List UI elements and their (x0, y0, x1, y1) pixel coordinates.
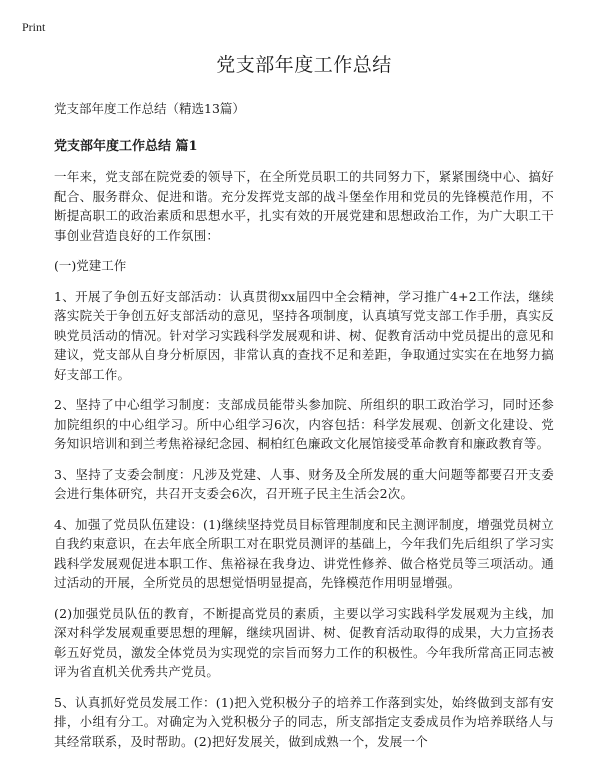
document-body (54, 50, 554, 762)
intro-paragraph: 一年来，党支部在院党委的领导下，在全所党员职工的共同努力下，紧紧围绕中心、搞好配合、服务群众、促进和谐。充分发挥党支部的战斗堡垒作用和党员的先锋模范作用，不断提高职工的政治素质和思想水平，扎实有效的开展党建和思想政治工作，为广大职工干事创业营造良好的工作氛围： (54, 169, 554, 243)
body-paragraph: 5、认真抓好党员发展工作：(1)把入党积极分子的培养工作落到实处，始终做到支部有安排，小组有分工。对确定为入党积极分子的同志，所支部指定支委成员作为培养联络人与其经常联系，及时帮助。(2)把好发展关，做到成熟一个，发展一个 (54, 694, 554, 749)
body-paragraph: 1、开展了争创五好支部活动：认真贯彻xx届四中全会精神，学习推广4+2工作法，继续落实院关于争创五好支部活动的意见，坚持各项制度，认真填写党支部工作手册，真实反映党员活动的情况。针对学习实践科学发展观和讲、树、促教育活动中党员提出的意见和建议，党支部从自身分析原因，非常认真的查找不足和差距，争取通过实实在在地努力搞好支部工作。 (54, 288, 554, 382)
body-paragraph: 2、坚持了中心组学习制度：支部成员能带头参加院、所组织的职工政治学习，同时还参加院组织的中心组学习。所中心组学习6次，内容包括：科学发展观、创新文化建设、党务知识培训和到兰考焦裕禄纪念园、桐柏红色廉政文化展馆接受革命教育和廉政教育等。 (54, 397, 554, 451)
document-title: 党支部年度工作总结 (216, 54, 392, 76)
print-link[interactable]: Print (22, 20, 46, 34)
body-paragraph: 3、坚持了支委会制度：凡涉及党建、人事、财务及全所发展的重大问题等都要召开支委会进行集体研究，共召开支委会6次，召开班子民主生活会2次。 (54, 466, 554, 501)
body-paragraph: (2)加强党员队伍的教育，不断提高党员的素质，主要以学习实践科学发展观为主线，加深对科学发展观重要思想的理解，继续巩固讲、树、促教育活动取得的成果，大力宣扬表彰五好党员，激发全体党员为实现党的宗旨而努力工作的积极性。今年我所常高正同志被评为省直机关优秀共产党员。 (54, 605, 554, 679)
article-heading: 党支部年度工作总结 篇1 (54, 139, 198, 154)
section-heading: (一)党建工作 (54, 258, 127, 273)
body-paragraph: 4、加强了党员队伍建设：(1)继续坚持党员目标管理制度和民主测评制度，增强党员树立自我约束意识，在去年底全所职工对在职党员测评的基础上，今年我们先后组织了学习实践科学发展观促进本职工作、焦裕禄在我身边、讲党性修养、做合格党员等三项活动。通过活动的开展，全所党员的思想觉悟明显提高，先锋模范作用明显增强。 (54, 516, 554, 590)
document-subtitle: 党支部年度工作总结（精选13篇） (54, 101, 245, 116)
